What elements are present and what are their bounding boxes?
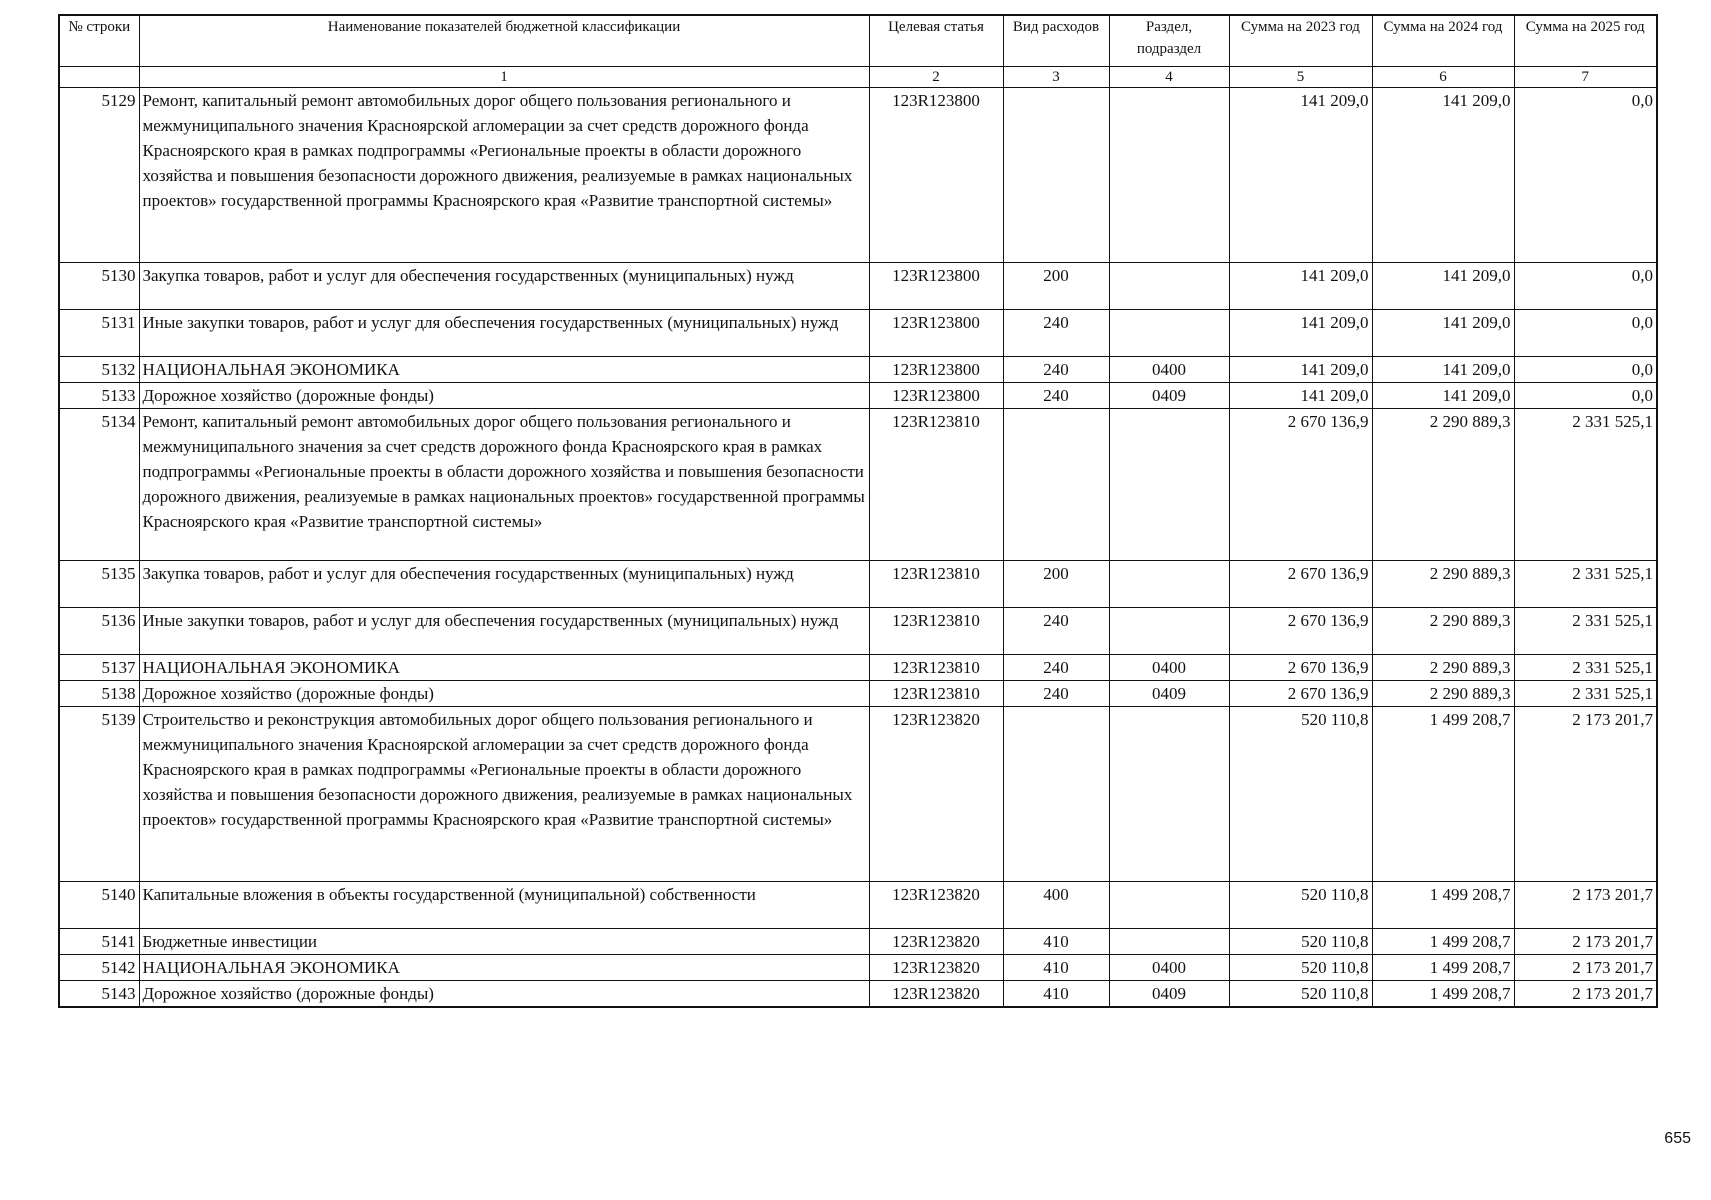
row-sum-2023: 520 110,8: [1229, 882, 1372, 929]
row-target: 123R123800: [869, 263, 1003, 310]
row-name: НАЦИОНАЛЬНАЯ ЭКОНОМИКА: [139, 955, 869, 981]
header-sum-2023: Сумма на 2023 год: [1229, 15, 1372, 67]
row-sum-2023: 520 110,8: [1229, 955, 1372, 981]
table-row: [59, 357, 1657, 383]
row-target: 123R123810: [869, 561, 1003, 608]
table-body: [59, 67, 1657, 1008]
row-name: Ремонт, капитальный ремонт автомобильных дорог общего пользования регионального и межмуниципального значения Красноярской агломерации за счет средств дорожного фонда Красноярского края в рамках подпрограммы «Региональные проекты в области дорожного хозяйства и повышения безопасности дорожного движения, реализуемые в рамках национальных проектов» государственной программы Красноярского края «Развитие транспортной системы»: [139, 88, 869, 263]
row-kind: [1003, 409, 1109, 561]
row-target: 123R123800: [869, 383, 1003, 409]
row-sum-2023: 2 670 136,9: [1229, 655, 1372, 681]
row-target: 123R123820: [869, 981, 1003, 1008]
row-kind: 240: [1003, 608, 1109, 655]
column-number: 3: [1003, 67, 1109, 88]
row-sum-2024: 2 290 889,3: [1372, 655, 1514, 681]
row-kind: [1003, 707, 1109, 882]
row-section: 0409: [1109, 383, 1229, 409]
row-sum-2025: 0,0: [1514, 263, 1657, 310]
row-sum-2025: 2 331 525,1: [1514, 561, 1657, 608]
row-sum-2023: 520 110,8: [1229, 707, 1372, 882]
row-name: Дорожное хозяйство (дорожные фонды): [139, 981, 869, 1008]
column-number: [59, 67, 139, 88]
row-name: Закупка товаров, работ и услуг для обеспечения государственных (муниципальных) нужд: [139, 263, 869, 310]
row-sum-2025: 2 173 201,7: [1514, 929, 1657, 955]
row-sum-2025: 2 331 525,1: [1514, 608, 1657, 655]
table-header: [59, 15, 1657, 67]
column-number: 7: [1514, 67, 1657, 88]
header-row-no: № строки: [59, 15, 139, 67]
header-name: Наименование показателей бюджетной классификации: [139, 15, 869, 67]
table-row: [59, 88, 1657, 263]
row-number: 5130: [59, 263, 139, 310]
row-section: 0409: [1109, 981, 1229, 1008]
row-sum-2024: 141 209,0: [1372, 383, 1514, 409]
row-section: [1109, 88, 1229, 263]
row-number: 5137: [59, 655, 139, 681]
row-kind: 410: [1003, 955, 1109, 981]
row-sum-2025: 2 331 525,1: [1514, 655, 1657, 681]
table-row: [59, 608, 1657, 655]
row-sum-2023: 141 209,0: [1229, 383, 1372, 409]
table-row: [59, 310, 1657, 357]
row-target: 123R123810: [869, 655, 1003, 681]
row-name: НАЦИОНАЛЬНАЯ ЭКОНОМИКА: [139, 655, 869, 681]
table-row: [59, 681, 1657, 707]
row-sum-2023: 2 670 136,9: [1229, 681, 1372, 707]
row-number: 5136: [59, 608, 139, 655]
row-sum-2023: 141 209,0: [1229, 357, 1372, 383]
row-sum-2024: 1 499 208,7: [1372, 929, 1514, 955]
row-number: 5142: [59, 955, 139, 981]
row-section: 0409: [1109, 681, 1229, 707]
row-sum-2024: 141 209,0: [1372, 88, 1514, 263]
row-sum-2025: 2 173 201,7: [1514, 981, 1657, 1008]
row-number: 5141: [59, 929, 139, 955]
row-target: 123R123820: [869, 882, 1003, 929]
row-name: Дорожное хозяйство (дорожные фонды): [139, 681, 869, 707]
row-target: 123R123820: [869, 929, 1003, 955]
row-section: [1109, 409, 1229, 561]
row-number: 5133: [59, 383, 139, 409]
budget-table: [58, 14, 1658, 1008]
row-name: Дорожное хозяйство (дорожные фонды): [139, 383, 869, 409]
row-sum-2024: 2 290 889,3: [1372, 681, 1514, 707]
row-sum-2023: 141 209,0: [1229, 263, 1372, 310]
row-number: 5139: [59, 707, 139, 882]
row-section: [1109, 929, 1229, 955]
row-kind: 240: [1003, 310, 1109, 357]
row-target: 123R123820: [869, 707, 1003, 882]
header-target: Целевая статья: [869, 15, 1003, 67]
table-row: [59, 655, 1657, 681]
row-sum-2024: 141 209,0: [1372, 357, 1514, 383]
row-name: Закупка товаров, работ и услуг для обеспечения государственных (муниципальных) нужд: [139, 561, 869, 608]
column-number: 1: [139, 67, 869, 88]
row-sum-2024: 141 209,0: [1372, 263, 1514, 310]
row-section: 0400: [1109, 955, 1229, 981]
row-sum-2025: 0,0: [1514, 310, 1657, 357]
row-sum-2024: 2 290 889,3: [1372, 608, 1514, 655]
header-section: Раздел, подраздел: [1109, 15, 1229, 67]
row-kind: 410: [1003, 981, 1109, 1008]
table-row: [59, 263, 1657, 310]
row-kind: 410: [1003, 929, 1109, 955]
row-sum-2024: 1 499 208,7: [1372, 882, 1514, 929]
row-name: Иные закупки товаров, работ и услуг для обеспечения государственных (муниципальных) нужд: [139, 608, 869, 655]
row-section: [1109, 707, 1229, 882]
row-kind: [1003, 88, 1109, 263]
row-sum-2023: 2 670 136,9: [1229, 561, 1372, 608]
header-sum-2024: Сумма на 2024 год: [1372, 15, 1514, 67]
table-row: [59, 929, 1657, 955]
row-name: Бюджетные инвестиции: [139, 929, 869, 955]
row-name: Иные закупки товаров, работ и услуг для обеспечения государственных (муниципальных) нужд: [139, 310, 869, 357]
row-sum-2025: 2 331 525,1: [1514, 409, 1657, 561]
row-sum-2025: 0,0: [1514, 357, 1657, 383]
row-section: [1109, 561, 1229, 608]
row-number: 5140: [59, 882, 139, 929]
row-name: Ремонт, капитальный ремонт автомобильных дорог общего пользования регионального и межмуниципального значения за счет средств дорожного фонда Красноярского края в рамках подпрограммы «Региональные проекты в области дорожного хозяйства и повышения безопасности дорожного движения, реализуемые в рамках национальных проектов» государственной программы Красноярского края «Развитие транспортной системы»: [139, 409, 869, 561]
row-sum-2023: 520 110,8: [1229, 929, 1372, 955]
table-row: [59, 955, 1657, 981]
row-sum-2025: 2 331 525,1: [1514, 681, 1657, 707]
row-sum-2024: 1 499 208,7: [1372, 981, 1514, 1008]
column-number: 5: [1229, 67, 1372, 88]
row-sum-2025: 2 173 201,7: [1514, 882, 1657, 929]
table-row: [59, 707, 1657, 882]
row-target: 123R123810: [869, 608, 1003, 655]
row-target: 123R123820: [869, 955, 1003, 981]
row-target: 123R123800: [869, 310, 1003, 357]
table-row: [59, 409, 1657, 561]
row-sum-2025: 0,0: [1514, 88, 1657, 263]
row-kind: 240: [1003, 383, 1109, 409]
row-sum-2023: 141 209,0: [1229, 88, 1372, 263]
column-number: 4: [1109, 67, 1229, 88]
table-row: [59, 561, 1657, 608]
row-section: [1109, 882, 1229, 929]
header-kind: Вид расходов: [1003, 15, 1109, 67]
row-sum-2024: 1 499 208,7: [1372, 955, 1514, 981]
row-name: Капитальные вложения в объекты государственной (муниципальной) собственности: [139, 882, 869, 929]
table-row: [59, 882, 1657, 929]
row-number: 5138: [59, 681, 139, 707]
row-section: 0400: [1109, 357, 1229, 383]
row-number: 5129: [59, 88, 139, 263]
row-section: [1109, 608, 1229, 655]
row-number: 5135: [59, 561, 139, 608]
row-number: 5134: [59, 409, 139, 561]
row-target: 123R123810: [869, 681, 1003, 707]
row-sum-2024: 2 290 889,3: [1372, 561, 1514, 608]
row-sum-2025: 0,0: [1514, 383, 1657, 409]
row-sum-2025: 2 173 201,7: [1514, 707, 1657, 882]
row-kind: 200: [1003, 561, 1109, 608]
page-number: 655: [1664, 1130, 1691, 1147]
row-number: 5132: [59, 357, 139, 383]
header-sum-2025: Сумма на 2025 год: [1514, 15, 1657, 67]
row-target: 123R123810: [869, 409, 1003, 561]
row-number: 5131: [59, 310, 139, 357]
row-target: 123R123800: [869, 357, 1003, 383]
row-sum-2023: 520 110,8: [1229, 981, 1372, 1008]
row-sum-2024: 141 209,0: [1372, 310, 1514, 357]
row-sum-2023: 2 670 136,9: [1229, 409, 1372, 561]
row-target: 123R123800: [869, 88, 1003, 263]
row-sum-2025: 2 173 201,7: [1514, 955, 1657, 981]
row-section: [1109, 310, 1229, 357]
row-number: 5143: [59, 981, 139, 1008]
row-kind: 400: [1003, 882, 1109, 929]
table-row: [59, 383, 1657, 409]
row-sum-2024: 2 290 889,3: [1372, 409, 1514, 561]
row-sum-2024: 1 499 208,7: [1372, 707, 1514, 882]
column-number: 6: [1372, 67, 1514, 88]
table-row: [59, 981, 1657, 1008]
row-name: Строительство и реконструкция автомобильных дорог общего пользования регионального и межмуниципального значения Красноярской агломерации за счет средств дорожного фонда Красноярского края в рамках подпрограммы «Региональные проекты в области дорожного хозяйства и повышения безопасности дорожного движения, реализуемые в рамках национальных проектов» государственной программы Красноярского края «Развитие транспортной системы»: [139, 707, 869, 882]
row-section: [1109, 263, 1229, 310]
row-kind: 240: [1003, 655, 1109, 681]
row-section: 0400: [1109, 655, 1229, 681]
row-kind: 200: [1003, 263, 1109, 310]
row-name: НАЦИОНАЛЬНАЯ ЭКОНОМИКА: [139, 357, 869, 383]
column-numbers-row: [59, 67, 1657, 88]
row-sum-2023: 2 670 136,9: [1229, 608, 1372, 655]
row-kind: 240: [1003, 357, 1109, 383]
column-number: 2: [869, 67, 1003, 88]
row-sum-2023: 141 209,0: [1229, 310, 1372, 357]
row-kind: 240: [1003, 681, 1109, 707]
